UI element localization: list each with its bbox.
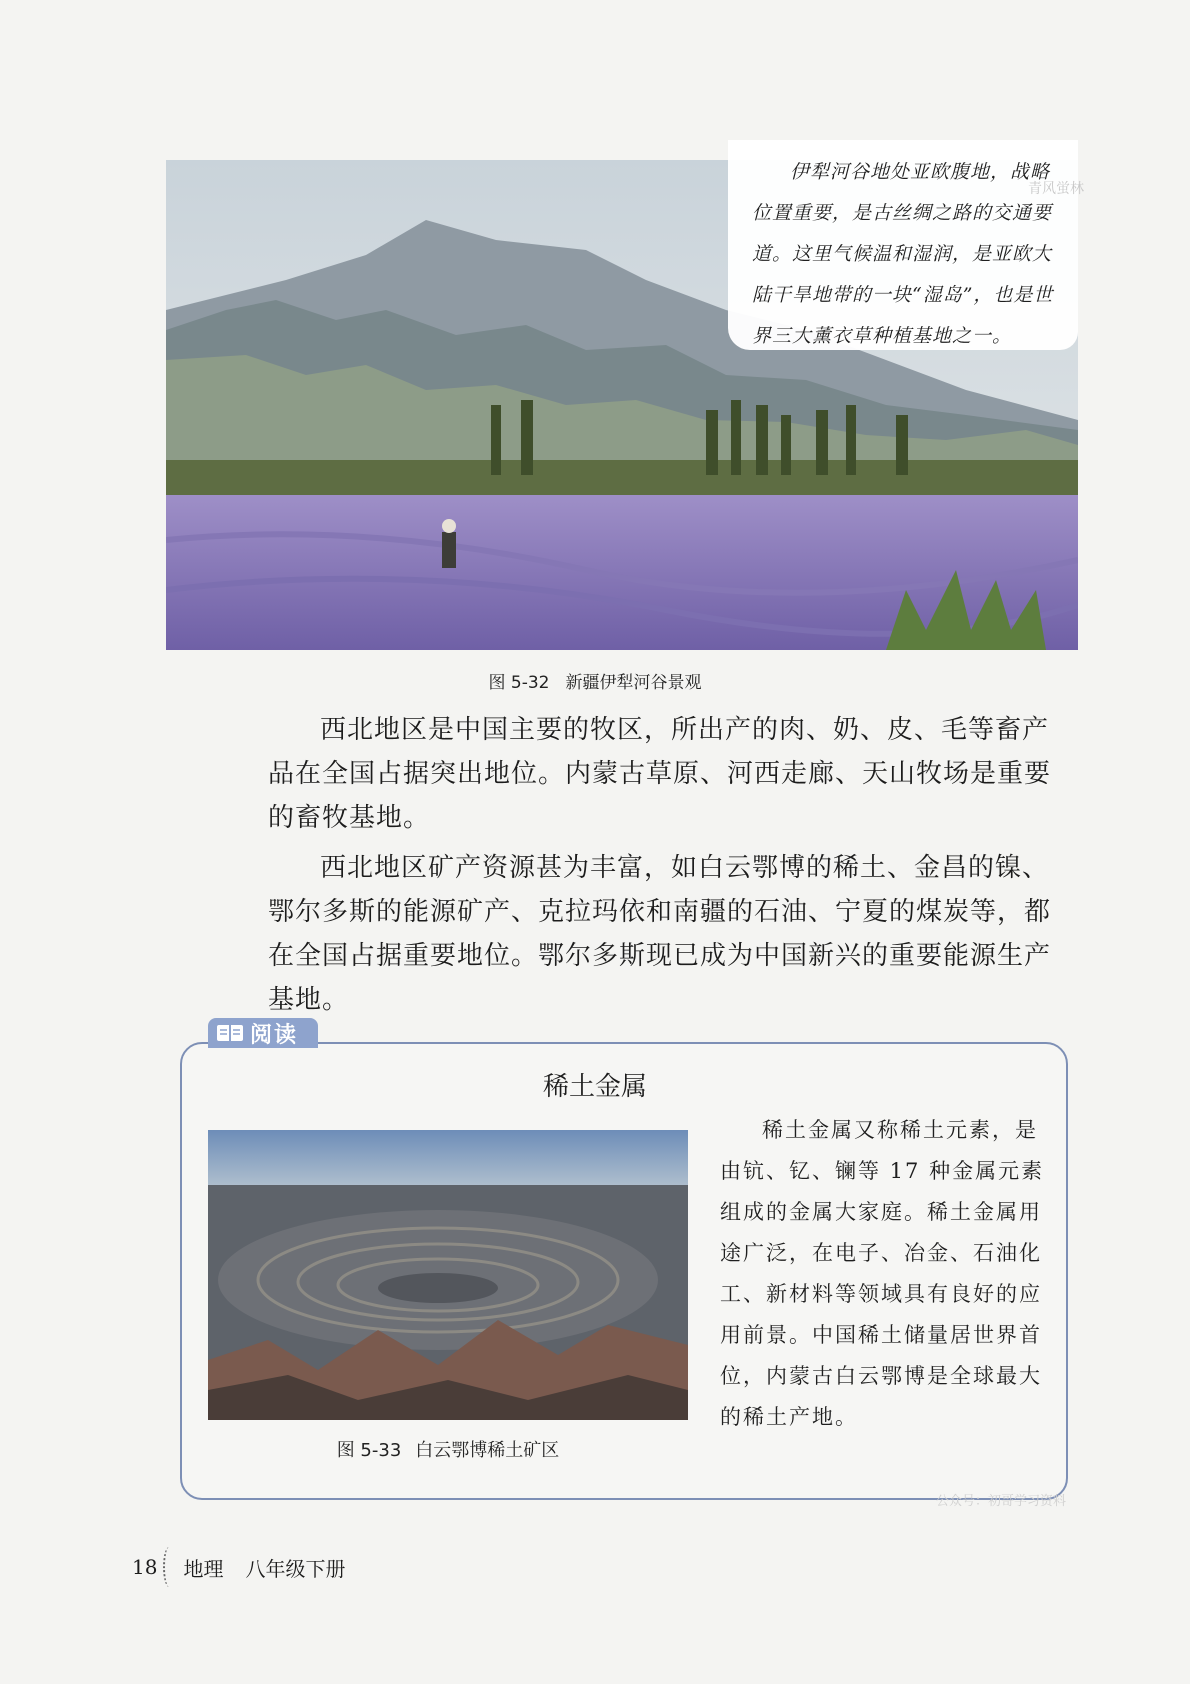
watermark-bottom: 公众号：初哥学习资料 (936, 1494, 1067, 1509)
watermark-top: 青风蛍林 (1028, 181, 1084, 197)
figure-number: 图 5-32 (488, 673, 550, 693)
rare-earth-paragraph: 稀土金属又称稀土元素，是由钪、钇、镧等 17 种金属元素组成的金属大家庭。稀土金属用途广泛，在电子、冶金、石油化工、新材料等领域具有良好的应用前景。中国稀土储量居世界首位，内蒙古白云鄂博是全球最大的稀土产地。 (720, 1118, 1045, 1429)
subject-label: 地理 (183, 1556, 224, 1581)
figure-5-33-caption (208, 1436, 688, 1462)
page-number: 18 (132, 1555, 158, 1579)
figure-caption-text: 新疆伊犁河谷景观 (565, 673, 702, 693)
grade-label: 八年级下册 (245, 1556, 346, 1581)
reading-title: 稀土金属 (542, 1072, 647, 1102)
body-text (268, 708, 1068, 1028)
page-footer (132, 1552, 345, 1582)
paragraph-pastoral: 西北地区是中国主要的牧区，所出产的肉、奶、皮、毛等畜产品在全国占据突出地位。内蒙古草原、河西走廊、天山牧场是重要的畜牧基地。 (268, 715, 1052, 833)
ili-valley-callout (728, 140, 1078, 350)
figure-5-32-caption (0, 668, 1190, 693)
reading-tab (208, 1018, 318, 1048)
figure-number: 图 5-33 (336, 1440, 402, 1461)
paragraph-minerals: 西北地区矿产资源甚为丰富，如白云鄂博的稀土、金昌的镍、鄂尔多斯的能源矿产、克拉玛依和南疆的石油、宁夏的煤炭等，都在全国占据重要地位。鄂尔多斯现已成为中国新兴的重要能源生产基地。 (268, 853, 1052, 1015)
callout-text: 伊犁河谷地处亚欧腹地，战略位置重要，是古丝绸之路的交通要道。这里气候温和湿润，是亚欧大陆干旱地带的一块“湿岛”，也是世界三大薰衣草种植基地之一。 (752, 161, 1054, 347)
open-book-icon (216, 1023, 244, 1043)
bayan-obo-mine-photo (208, 1130, 688, 1420)
reading-label: 阅读 (250, 1022, 299, 1048)
rare-earth-text (720, 1110, 1050, 1438)
figure-caption-text: 白云鄂博稀土矿区 (415, 1440, 560, 1461)
footer-divider (163, 1547, 175, 1587)
